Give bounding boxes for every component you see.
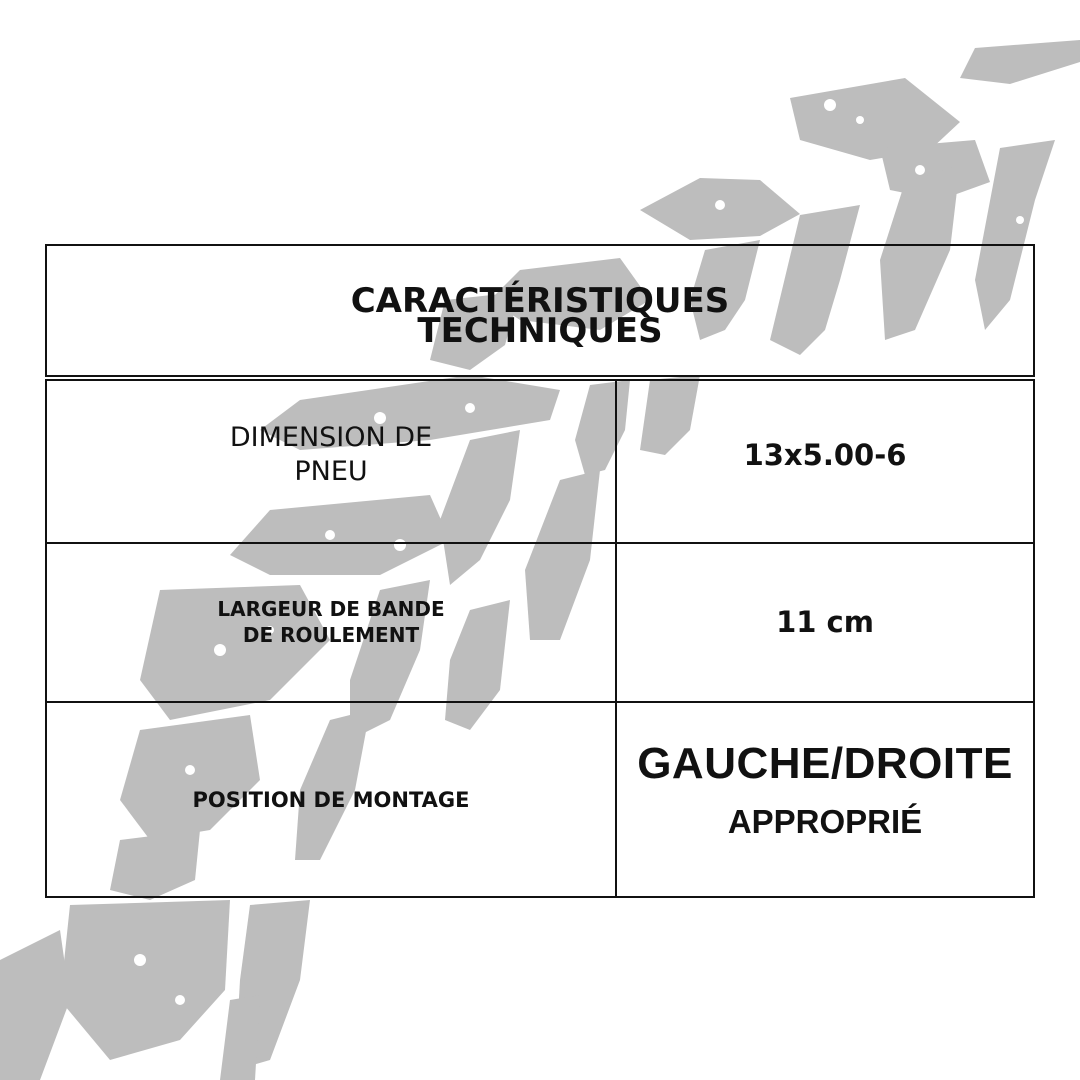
spec-label: LARGEUR DE BANDE DE ROULEMENT — [217, 596, 445, 647]
spec-label: DIMENSION DE PNEU — [229, 421, 433, 487]
page-title: CARACTÉRISTIQUES TECHNIQUES — [350, 280, 730, 351]
spec-label: POSITION DE MONTAGE — [192, 787, 470, 812]
spec-value-secondary: APPROPRIÉ — [727, 802, 923, 840]
spec-label-cell — [47, 703, 617, 896]
spec-label-cell — [47, 542, 617, 701]
spec-value: 13x5.00-6 — [743, 437, 907, 472]
spec-value-cell — [617, 542, 1033, 701]
spec-value-primary: GAUCHE/DROITE — [637, 738, 1013, 788]
title-box — [45, 244, 1035, 377]
spec-value-cell — [617, 703, 1033, 896]
spec-value: 11 cm — [776, 604, 874, 639]
table-row — [47, 703, 1033, 896]
spec-value-cell — [617, 381, 1033, 542]
table-row — [47, 542, 1033, 703]
table-row — [47, 381, 1033, 544]
spec-label-cell — [47, 381, 617, 542]
spec-table — [45, 379, 1035, 898]
